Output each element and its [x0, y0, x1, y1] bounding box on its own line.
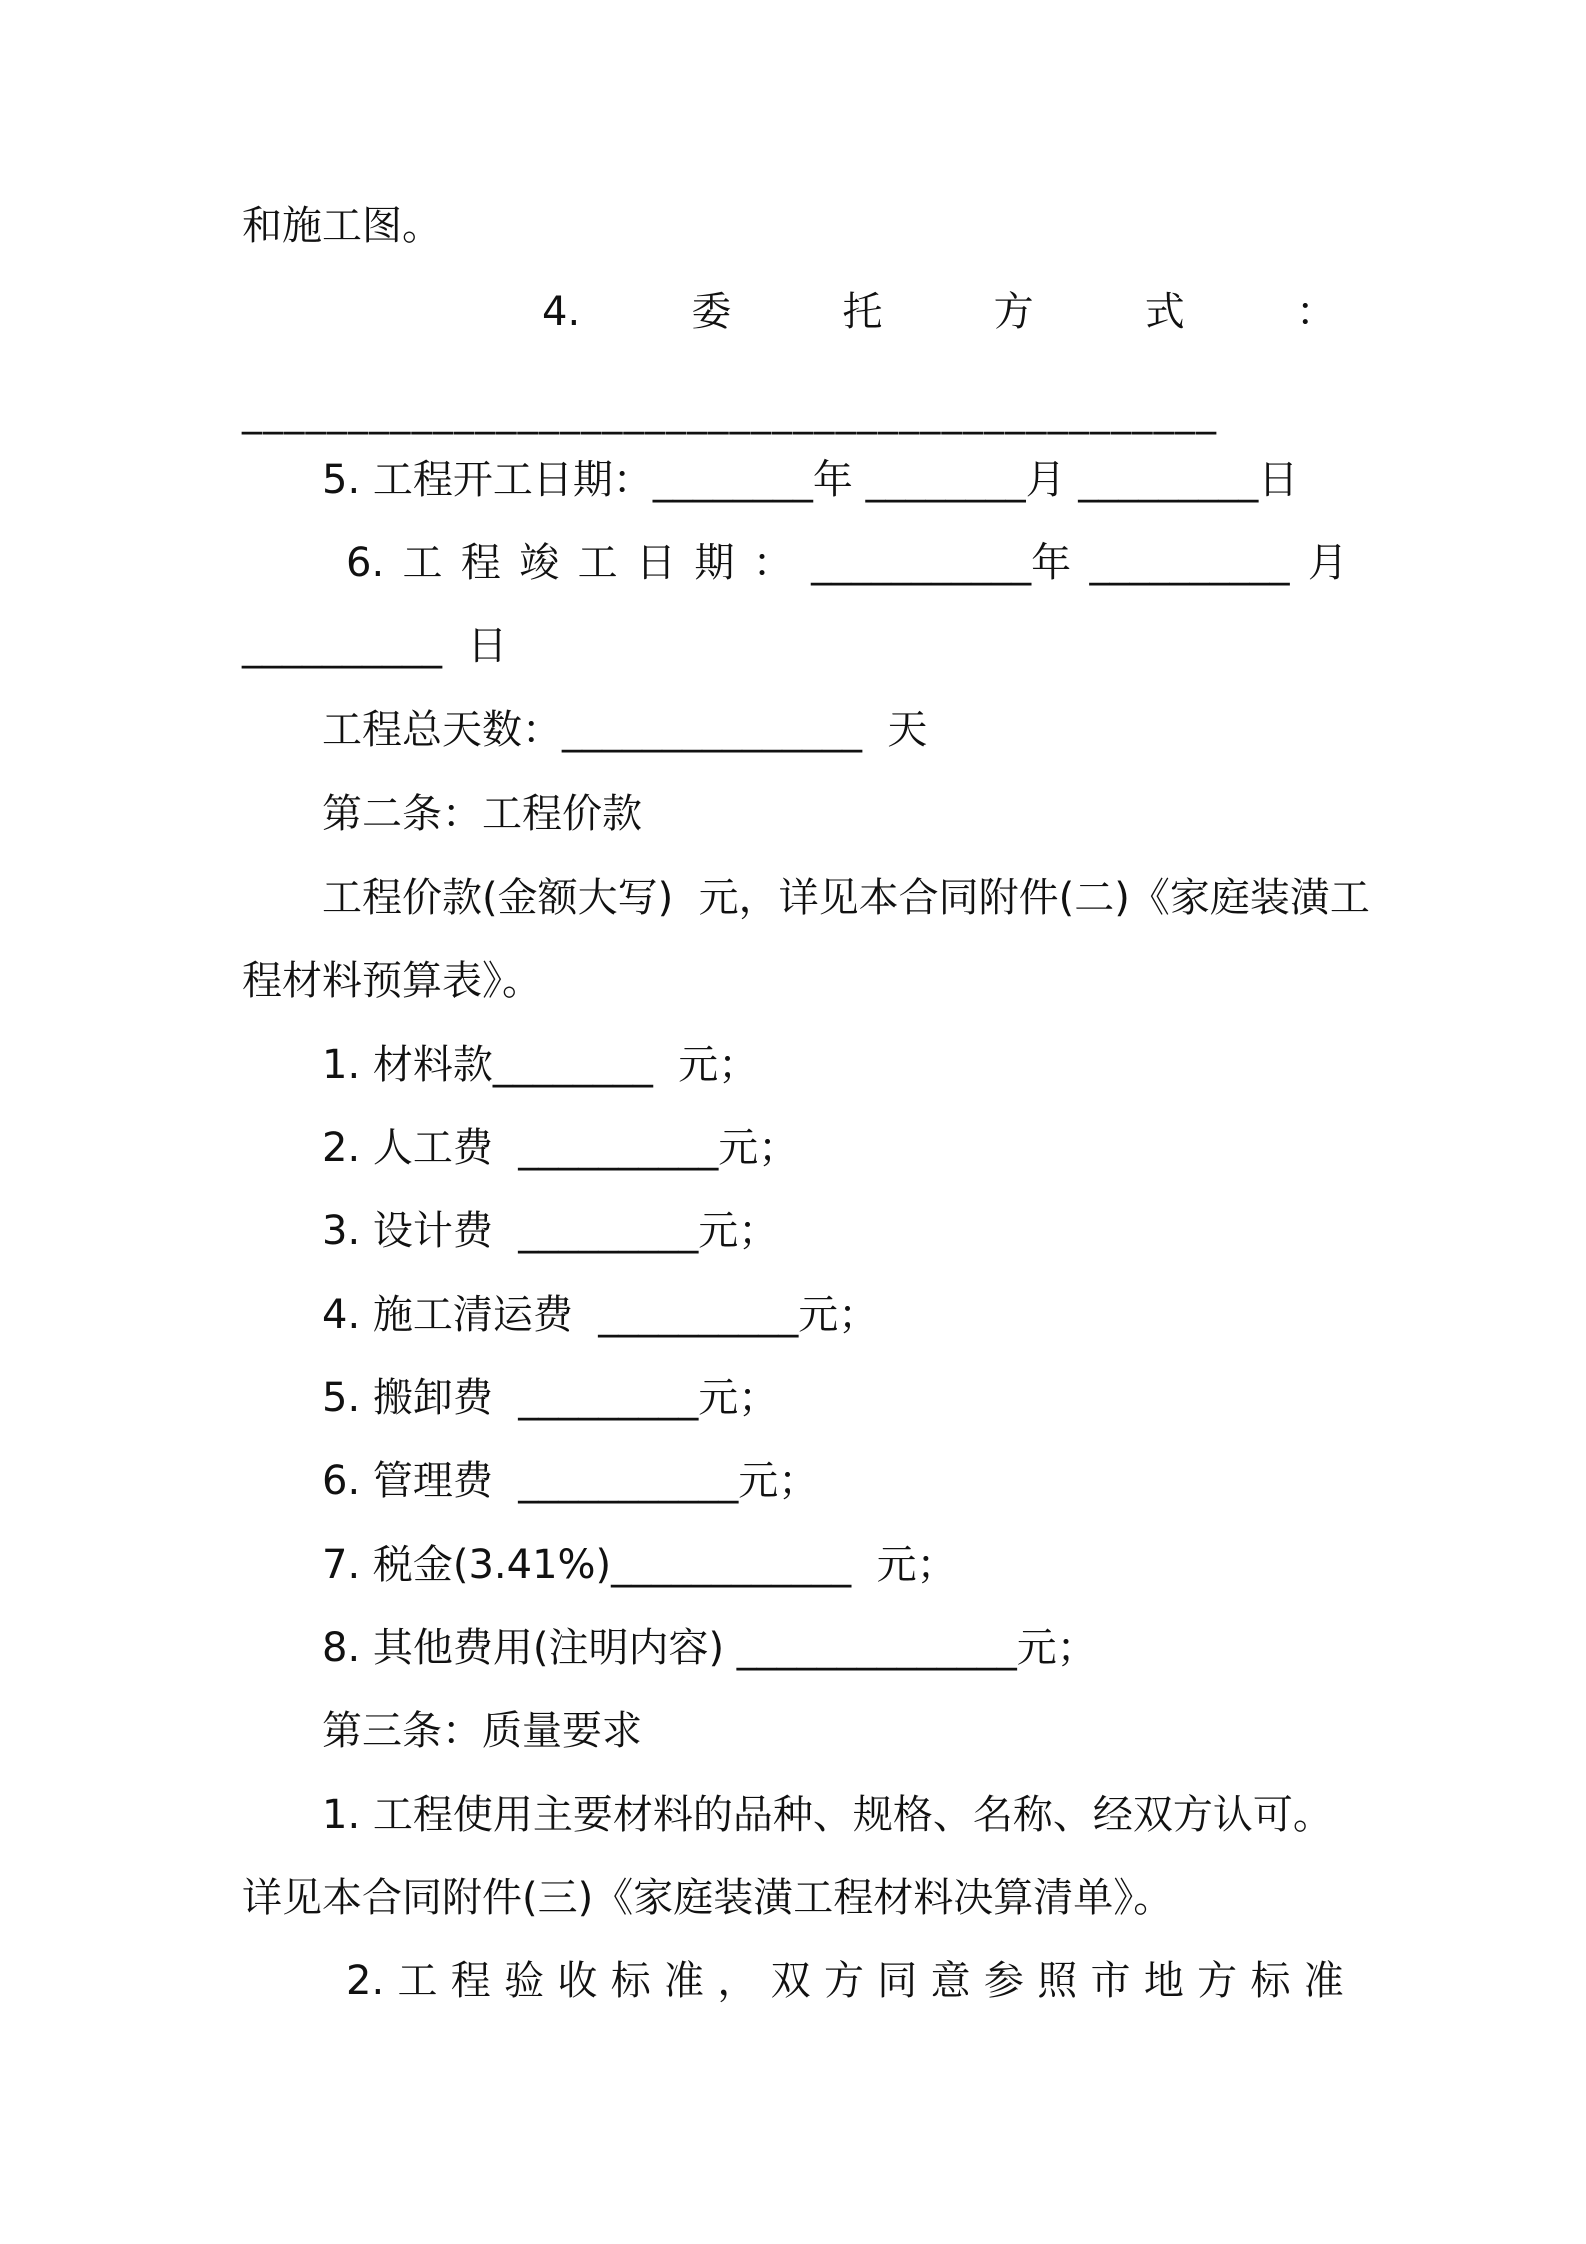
token: 程	[450, 1958, 491, 2004]
start-date-line: 5. 工程开工日期：________年 ________月 _________日	[322, 457, 1299, 503]
token: 照	[1037, 1958, 1078, 2004]
token: ，	[717, 1958, 758, 2004]
text-line: __________ 日	[242, 623, 508, 669]
token: 工	[397, 1958, 438, 2004]
token: __________	[1089, 540, 1290, 586]
token: ___________年	[811, 540, 1072, 586]
text-line: 和施工图。	[242, 203, 442, 249]
heading-delegation-method	[542, 284, 1336, 340]
token: ：	[752, 540, 793, 586]
text-line: 详见本合同附件(三)《家庭装潢工程材料决算清单》。	[242, 1875, 1174, 1921]
list-item: 2. 人工费 __________元；	[322, 1125, 799, 1171]
token: 6.	[346, 540, 385, 586]
list-item: 7. 税金(3.41%)____________ 元；	[322, 1542, 957, 1588]
token: 同	[877, 1958, 918, 2004]
list-item: 4. 施工清运费 __________元；	[322, 1292, 879, 1338]
text-line: 程材料预算表》。	[242, 958, 542, 1004]
list-item: 8. 其他费用(注明内容) ______________元；	[322, 1625, 1097, 1671]
list-item: 5. 搬卸费 _________元；	[322, 1375, 779, 1421]
total-days-line: 工程总天数：_______________ 天	[322, 707, 928, 753]
token: 工	[577, 540, 618, 586]
token: 市	[1090, 1958, 1131, 2004]
token: 标	[1250, 1958, 1291, 2004]
list-item: 3. 设计费 _________元；	[322, 1208, 779, 1254]
token: 日	[636, 540, 677, 586]
token: 方	[993, 289, 1034, 335]
section-heading: 第三条：质量要求	[322, 1708, 642, 1754]
token: 方	[823, 1958, 864, 2004]
text-line: 1. 工程使用主要材料的品种、规格、名称、经双方认可。	[322, 1792, 1333, 1838]
token: 地	[1143, 1958, 1184, 2004]
token: ：	[1295, 289, 1336, 335]
list-item: 6. 管理费 ___________元；	[322, 1458, 819, 1504]
token: 式	[1144, 289, 1185, 335]
token: 竣	[519, 540, 560, 586]
token: 委	[691, 289, 732, 335]
token: 意	[930, 1958, 971, 2004]
token: 托	[842, 289, 883, 335]
token: 准	[1303, 1958, 1344, 2004]
token: 方	[1197, 1958, 1238, 2004]
token: 双	[770, 1958, 811, 2004]
acceptance-standard-line	[346, 1953, 1344, 2009]
token: 工	[402, 540, 443, 586]
token: 月	[1307, 540, 1348, 586]
token: 程	[460, 540, 501, 586]
token: 验	[504, 1958, 545, 2004]
list-item: 1. 材料款________ 元；	[322, 1042, 759, 1088]
section-heading: 第二条：工程价款	[322, 791, 642, 837]
token: 准	[664, 1958, 705, 2004]
token: 收	[557, 1958, 598, 2004]
token: 期	[694, 540, 735, 586]
blank-line: ______________________________________________	[242, 389, 1218, 435]
token: 标	[610, 1958, 651, 2004]
token: 4.	[542, 289, 581, 335]
completion-date-line	[346, 535, 1348, 591]
token: 参	[983, 1958, 1024, 2004]
token: 2.	[346, 1958, 385, 2004]
text-line: 工程价款(金额大写) 元，详见本合同附件(二)《家庭装潢工	[322, 875, 1370, 921]
